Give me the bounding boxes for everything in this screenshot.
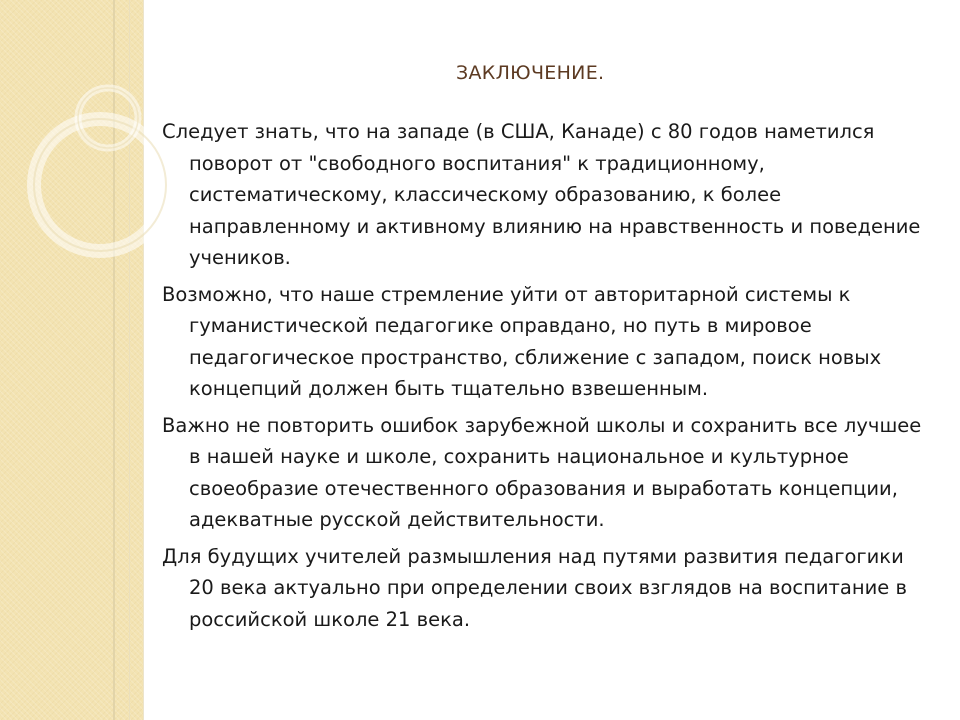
paragraph: Следует знать, что на западе (в США, Канаде) с 80 годов наметился поворот от "свободного воспитания" к традиционному, систематическому, классическому образованию, к более направленному и активному влиянию на нравственность и поведение учеников.: [162, 120, 921, 269]
vertical-divider-line: [129, 0, 130, 720]
slide-title: ЗАКЛЮЧЕНИЕ.: [456, 62, 605, 84]
paragraph: Возможно, что наше стремление уйти от авторитарной системы к гуманистической педагогике оправдано, но путь в мировое педагогическое пространство, сближение с западом, поиск новых концепций должен быть тщательно взвешенным.: [162, 282, 882, 400]
paragraph: Важно не повторить ошибок зарубежной школы и сохранить все лучшее в нашей науке и школе, сохранить национальное и культурное своеобразие отечественного образования и выработать концепции, адекватные русской действительности.: [162, 413, 922, 531]
vertical-divider-line: [113, 0, 115, 720]
decorative-side-panel: [0, 0, 143, 720]
paragraph: Для будущих учителей размышления над путями развития педагогики 20 века актуально при определении своих взглядов на воспитание в российской школе 21 века.: [162, 544, 907, 631]
vertical-divider-line: [143, 0, 144, 720]
slide-body: [162, 116, 932, 640]
